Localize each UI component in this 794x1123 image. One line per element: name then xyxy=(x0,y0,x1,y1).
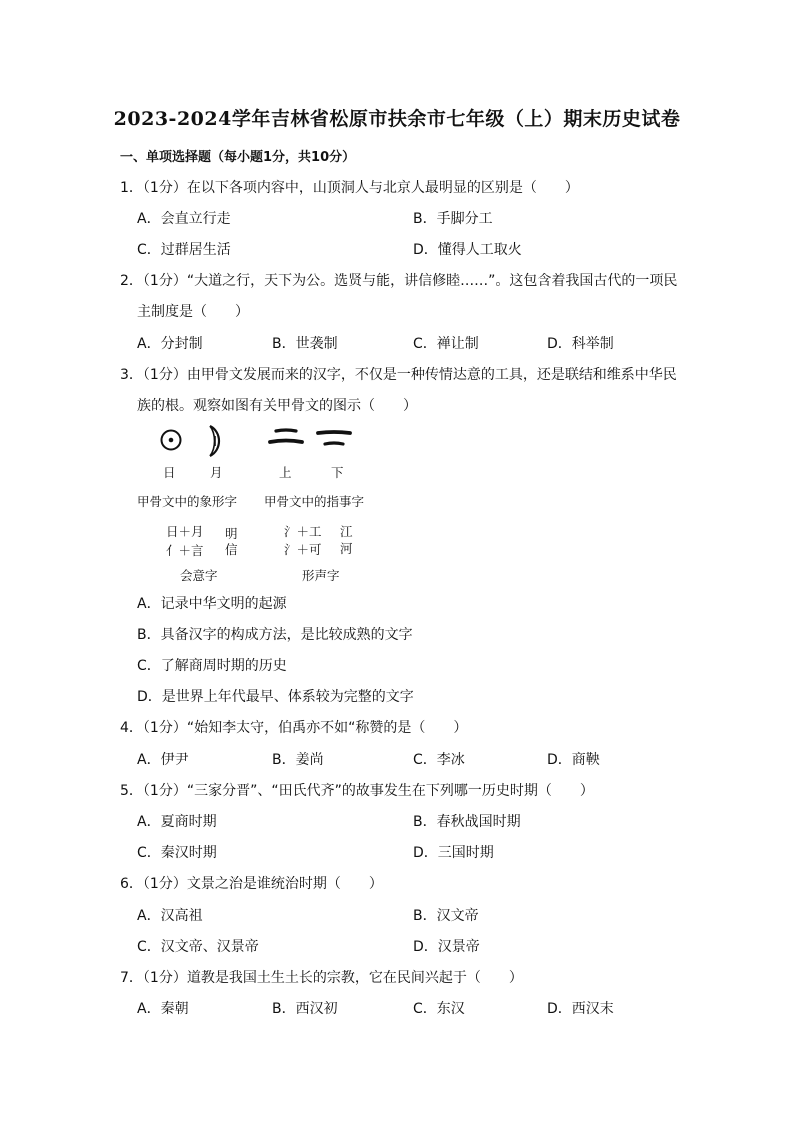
question-2-stem-line1: 2．（1分）“大道之行，天下为公。选贤与能，讲信修睦……”。这包含着我国古代的一项民 xyxy=(120,273,678,289)
question-5-stem: 5．（1分）“三家分晋”、“田氏代齐”的故事发生在下列哪一历史时期（ ） xyxy=(120,783,594,799)
xingsheng-result-1: 江 xyxy=(340,524,353,539)
huiyi-formula-1: 日＋月 xyxy=(166,524,204,539)
q4-option-a: A．伊尹 xyxy=(137,752,189,768)
q4-option-d: D．商鞅 xyxy=(547,752,600,768)
q7-option-b: B．西汉初 xyxy=(272,1001,338,1017)
q5-option-c: C．秦汉时期 xyxy=(137,845,217,861)
label-ri: 日 xyxy=(163,465,176,480)
caption-xiangxing: 甲骨文中的象形字 xyxy=(137,494,238,509)
section-heading: 一、单项选择题（每小题1分，共10分） xyxy=(120,150,356,165)
q2-option-a: A．分封制 xyxy=(137,336,203,352)
huiyi-result-2: 信 xyxy=(225,542,238,557)
q4-option-c: C．李冰 xyxy=(413,752,465,768)
question-3-stem-line2: 族的根。观察如图有关甲骨文的图示（ ） xyxy=(137,398,417,414)
label-yue: 月 xyxy=(210,465,223,480)
question-7-stem: 7．（1分）道教是我国土生土长的宗教，它在民间兴起于（ ） xyxy=(120,970,523,986)
q3-option-b: B．具备汉字的构成方法，是比较成熟的文字 xyxy=(137,627,413,643)
xingsheng-formula-2: 氵＋可 xyxy=(284,542,322,557)
q7-option-a: A．秦朝 xyxy=(137,1001,189,1017)
q1-option-c: C．过群居生活 xyxy=(137,242,231,258)
huiyi-result-1: 明 xyxy=(225,526,238,541)
label-xia: 下 xyxy=(331,465,344,480)
q3-option-c: C．了解商周时期的历史 xyxy=(137,658,287,674)
q1-option-d: D．懂得人工取火 xyxy=(413,242,522,258)
huiyi-formula-2: 亻＋言 xyxy=(166,543,204,558)
q5-option-b: B．春秋战国时期 xyxy=(413,814,521,830)
q6-option-d: D．汉景帝 xyxy=(413,939,480,955)
page-title: 2023-2024学年吉林省松原市扶余市七年级（上）期末历史试卷 xyxy=(113,108,681,130)
q2-option-d: D．科举制 xyxy=(547,336,614,352)
q7-option-d: D．西汉末 xyxy=(547,1001,614,1017)
question-1-stem: 1．（1分）在以下各项内容中，山顶洞人与北京人最明显的区别是（ ） xyxy=(120,180,579,196)
q7-option-c: C．东汉 xyxy=(413,1001,465,1017)
q6-option-c: C．汉文帝、汉景帝 xyxy=(137,939,259,955)
q3-option-d: D．是世界上年代最早、体系较为完整的文字 xyxy=(137,689,414,705)
caption-huiyi: 会意字 xyxy=(180,568,218,583)
oracle-moon-icon xyxy=(204,424,226,458)
oracle-shang-icon xyxy=(268,427,304,447)
q1-option-b: B．手脚分工 xyxy=(413,211,493,227)
q6-option-b: B．汉文帝 xyxy=(413,908,479,924)
q3-option-a: A．记录中华文明的起源 xyxy=(137,596,287,612)
q2-option-b: B．世袭制 xyxy=(272,336,338,352)
oracle-sun-icon xyxy=(159,428,183,452)
xingsheng-formula-1: 氵＋工 xyxy=(284,524,322,539)
q6-option-a: A．汉高祖 xyxy=(137,908,203,924)
q2-option-c: C．禅让制 xyxy=(413,336,479,352)
question-4-stem: 4．（1分）“始知李太守，伯禹亦不如“称赞的是（ ） xyxy=(120,720,468,736)
caption-zhishi: 甲骨文中的指事字 xyxy=(264,494,365,509)
caption-xingsheng: 形声字 xyxy=(302,568,340,583)
q5-option-a: A．夏商时期 xyxy=(137,814,217,830)
q1-option-a: A．会直立行走 xyxy=(137,211,231,227)
question-2-stem-line2: 主制度是（ ） xyxy=(137,304,249,320)
q5-option-d: D．三国时期 xyxy=(413,845,494,861)
question-3-stem-line1: 3．（1分）由甲骨文发展而来的汉字，不仅是一种传情达意的工具，还是联结和维系中华民 xyxy=(120,367,677,383)
q4-option-b: B．姜尚 xyxy=(272,752,324,768)
question-6-stem: 6．（1分）文景之治是谁统治时期（ ） xyxy=(120,876,383,892)
label-shang: 上 xyxy=(279,465,292,480)
xingsheng-result-2: 河 xyxy=(340,541,353,556)
oracle-xia-icon xyxy=(316,429,352,449)
